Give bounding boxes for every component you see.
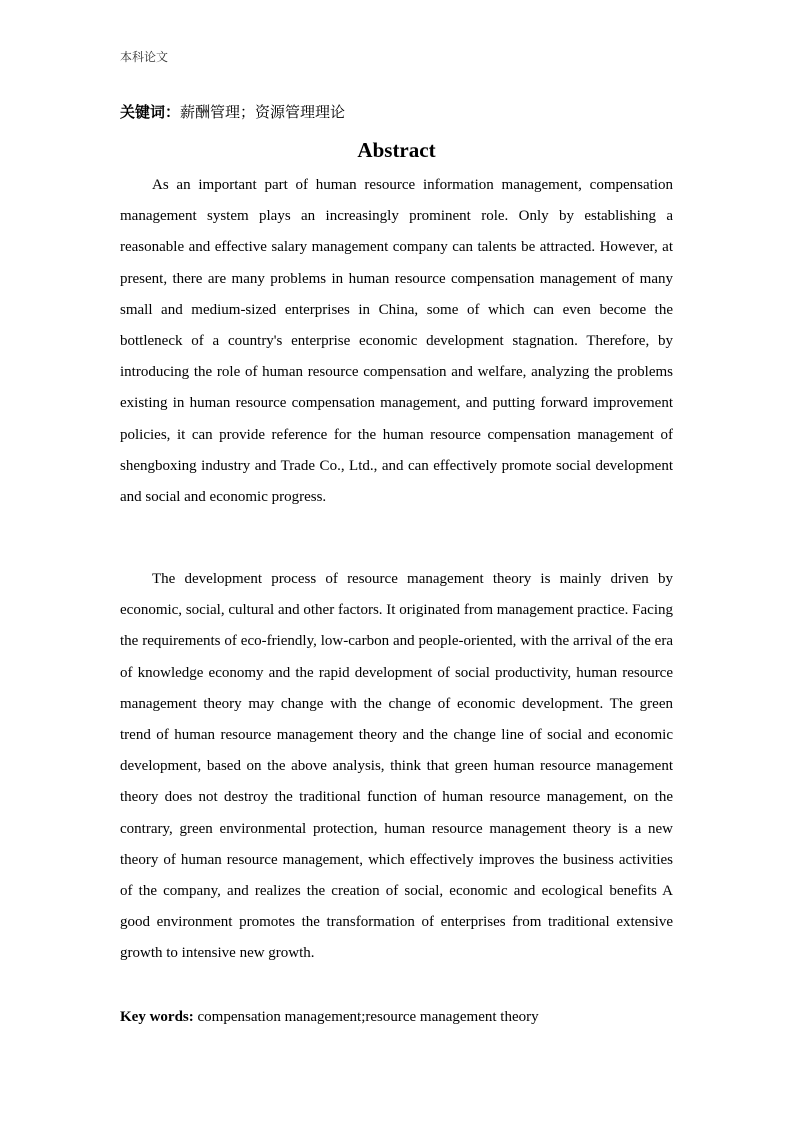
abstract-heading: Abstract (357, 138, 436, 162)
running-header: 本科论文 (120, 50, 169, 64)
english-keywords-text: compensation management;resource management theory (197, 1009, 539, 1025)
english-keywords-label: Key words: (120, 1009, 194, 1025)
abstract-paragraph-2: The development process of resource management theory is mainly driven by economic, social, cultural and other factors. It originated from management practice. Facing the requirements of eco-friendly, low-carbon and people-oriented, with the arrival of the era of knowledge economy and the rapid development of social productivity, human resource management theory may change with the change of economic development. The green trend of human resource management theory and the change line of social and economic development, based on the above analysis, think that green human resource management theory does not destroy the traditional function of human resource management, on the contrary, green environmental protection, human resource management theory is a new theory of human resource management, which effectively improves the business activities of the company, and realizes the creation of social, economic and ecological benefits A good environment promotes the transformation of enterprises from traditional extensive growth to intensive new growth. (120, 571, 673, 962)
english-keywords (120, 1006, 539, 1028)
chinese-keywords-text: 薪酬管理；资源管理理论 (180, 103, 346, 121)
chinese-keywords-label: 关键词： (120, 103, 181, 121)
chinese-keywords (120, 101, 345, 123)
abstract-paragraph-1: As an important part of human resource information management, compensation management system plays an increasingly prominent role. Only by establishing a reasonable and effective salary management company can talents be attracted. However, at present, there are many problems in human resource compensation management of many small and medium-sized enterprises in China, some of which can even become the bottleneck of a country's enterprise economic development stagnation. Therefore, by introducing the role of human resource compensation and welfare, analyzing the problems existing in human resource compensation management, and putting forward improvement policies, it can provide reference for the human resource compensation management of shengboxing industry and Trade Co., Ltd., and can effectively promote social development and social and economic progress. (120, 177, 673, 506)
